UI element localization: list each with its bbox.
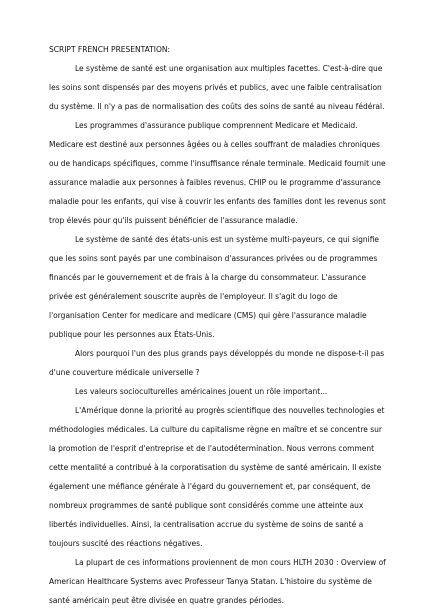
document-body (49, 40, 387, 610)
paragraph-universal-coverage-question: Alors pourquoi l'un des plus grands pays développés du monde ne dispose-t-il pas d'une couverture médicale universelle ? (49, 349, 385, 377)
paragraph-public-insurance: Les programmes d'assurance publique comprennent Medicare et Medicaid. Medicare est destiné aux personnes âgées ou à celles souffrant de maladies chroniques ou de handicaps spécifiques, comme l'insuffisance rénale terminale. Medicaid fournit une assurance maladie aux personnes à faibles revenus. CHIP ou le programme d'assurance maladie pour les enfants, qui vise à couvrir les enfants des familles dont les revenus sont trop élevés pour qu'ils puissent bénéficier de l'assurance maladie. (49, 121, 386, 225)
document-heading: SCRIPT FRENCH PRESENTATION: (49, 45, 171, 54)
paragraph-healthcare-overview: Le système de santé est une organisation aux multiples facettes. C'est-à-dire que les soins sont dispensés par des moyens privés et publics, avec une faible centralisation du système. Il n'y a pas de normalisation des coûts des soins de santé au niveau fédéral. (49, 64, 385, 111)
paragraph-american-culture: L'Amérique donne la priorité au progrès scientifique des nouvelles technologies et méthodologies médicales. La culture du capitalisme règne en maître et se concentre sur la promotion de l'esprit d'entreprise et de l'autodétermination. Nous verrons comment cette mentalité a contribué à la corporatisation du système de santé américain. Il existe également une méfiance générale à l'égard du gouvernement et, par conséquent, de nombreux programmes de santé publique sont considérés comme une atteinte aux libertés individuelles. Ainsi, la centralisation accrue du système de soins de santé a toujours suscité des réactions négatives. (49, 406, 385, 548)
paragraph-multi-payer: Le système de santé des états-unis est un système multi-payeurs, ce qui signifie que les soins sont payés par une combinaison d'assurances privées ou de programmes financés par le gouvernement et de frais à la charge du consommateur. L'assurance privée est généralement souscrite auprès de l'employeur. Il s'agit du logo de l'organisation Center for medicare and medicare (CMS) qui gère l'assurance maladie publique pour les personnes aux États-Unis. (49, 235, 380, 339)
paragraph-sociocultural-values: Les valeurs socioculturelles américaines jouent un rôle important... (75, 387, 328, 396)
paragraph-course-source: La plupart de ces informations proviennent de mon cours HLTH 2030 : Overview of American Healthcare Systems avec Professeur Tanya Statan. L'histoire du système de santé américain peut être divisée en quatre grandes périodes. (49, 558, 386, 605)
